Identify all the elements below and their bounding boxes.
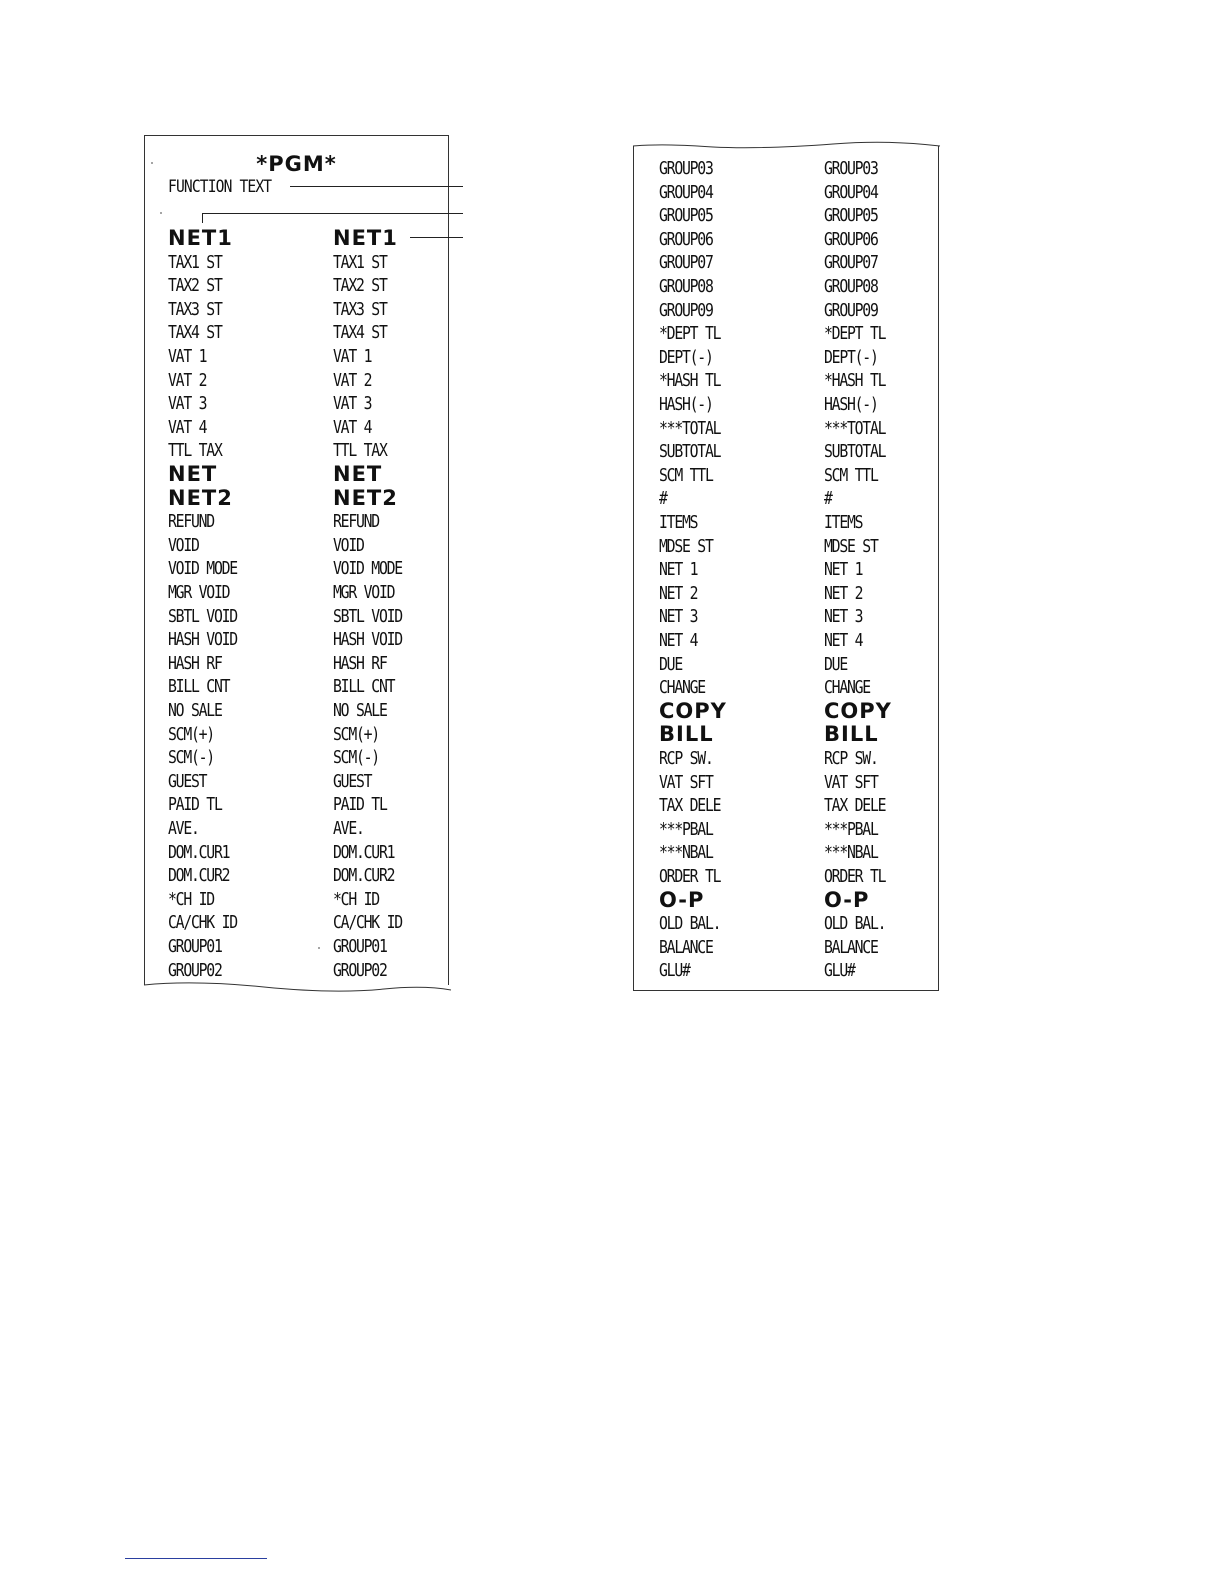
function-name-default: NET 1	[659, 559, 698, 581]
callout-left-column-vertical	[202, 213, 203, 223]
function-name-programmed: O-P	[824, 887, 870, 912]
function-name-programmed: GROUP02	[333, 959, 387, 981]
function-name-programmed: TTL TAX	[333, 440, 387, 462]
function-name-programmed: ***NBAL	[824, 842, 878, 864]
function-name-default: DEPT(-)	[659, 346, 713, 368]
function-name-programmed: SCM(-)	[333, 747, 379, 769]
function-name-default: SCM TTL	[659, 464, 713, 486]
function-name-programmed: NET	[333, 462, 383, 486]
function-name-programmed: GLU#	[824, 960, 855, 982]
function-name-default: GROUP08	[659, 276, 713, 297]
function-name-programmed: SCM TTL	[824, 464, 878, 486]
function-name-programmed: TAX2 ST	[333, 275, 387, 297]
function-name-default: COPY	[659, 698, 727, 723]
function-name-programmed: VAT 4	[333, 416, 372, 438]
function-name-default: NET1	[168, 226, 233, 250]
print-speck	[151, 162, 153, 164]
function-name-default: NET	[168, 462, 218, 486]
function-name-default: ***NBAL	[659, 842, 713, 864]
receipt-title: *PGM*	[256, 152, 337, 176]
function-name-programmed: ***TOTAL	[824, 417, 886, 439]
function-name-programmed: CA/CHK ID	[333, 912, 402, 934]
function-name-programmed: VAT 3	[333, 393, 372, 415]
function-name-programmed: ORDER TL	[824, 866, 886, 887]
function-name-programmed: REFUND	[333, 511, 379, 533]
print-speck	[318, 947, 320, 949]
function-name-default: GROUP05	[659, 205, 713, 227]
function-name-programmed: NET2	[333, 485, 398, 510]
function-name-default: TAX DELE	[659, 795, 721, 817]
function-name-default: AVE.	[168, 818, 199, 839]
function-name-programmed: GROUP07	[824, 252, 878, 274]
function-name-default: #	[659, 488, 667, 510]
function-name-default: ***PBAL	[659, 818, 713, 840]
function-name-default: BALANCE	[659, 936, 713, 958]
function-name-default: *DEPT TL	[659, 323, 721, 345]
print-speck	[160, 212, 162, 214]
function-name-programmed: BILL	[824, 722, 879, 747]
function-name-default: VAT 1	[168, 346, 207, 367]
receipt-right	[633, 146, 939, 991]
function-name-default: VOID	[168, 534, 199, 556]
function-name-default: NET2	[168, 485, 233, 510]
function-name-programmed: GROUP01	[333, 936, 387, 957]
function-name-default: REFUND	[168, 511, 214, 533]
function-name-default: TAX3 ST	[168, 298, 222, 320]
function-name-default: *CH ID	[168, 888, 214, 910]
function-name-default: SBTL VOID	[168, 605, 237, 627]
function-name-default: ITEMS	[659, 512, 698, 533]
function-name-programmed: VOID MODE	[333, 558, 402, 580]
callout-left-column-horizontal	[202, 213, 463, 214]
function-name-programmed: #	[824, 488, 832, 510]
function-name-default: NET 2	[659, 582, 698, 604]
function-name-default: MGR VOID	[168, 582, 230, 603]
function-text-label: FUNCTION TEXT	[168, 177, 272, 197]
function-name-programmed: GROUP06	[824, 228, 878, 250]
function-name-programmed: BALANCE	[824, 936, 878, 958]
function-name-default: GROUP01	[168, 936, 222, 957]
function-name-default: SCM(+)	[168, 723, 214, 745]
callout-function-text	[290, 186, 463, 187]
function-name-programmed: CHANGE	[824, 677, 870, 699]
callout-right-column	[410, 237, 463, 238]
function-name-default: SUBTOTAL	[659, 441, 721, 463]
function-name-programmed: MGR VOID	[333, 582, 395, 603]
function-name-default: NO SALE	[168, 700, 222, 721]
function-name-default: GROUP03	[659, 158, 713, 179]
function-name-default: VAT 2	[168, 369, 207, 391]
function-name-default: *HASH TL	[659, 370, 721, 392]
function-name-default: GROUP09	[659, 299, 713, 321]
function-name-programmed: ITEMS	[824, 512, 863, 533]
function-name-programmed: NET1	[333, 226, 398, 250]
function-name-programmed: PAID TL	[333, 794, 387, 816]
function-name-programmed: SBTL VOID	[333, 605, 402, 627]
function-name-default: O-P	[659, 887, 705, 912]
function-name-programmed: SCM(+)	[333, 723, 379, 745]
function-name-default: HASH(-)	[659, 394, 713, 415]
function-name-programmed: GUEST	[333, 770, 372, 792]
function-name-default: TAX1 ST	[168, 251, 222, 273]
function-name-default: GROUP06	[659, 228, 713, 250]
function-name-programmed: DUE	[824, 653, 847, 675]
function-name-programmed: SUBTOTAL	[824, 441, 886, 463]
function-name-programmed: DOM.CUR1	[333, 841, 395, 863]
function-name-programmed: COPY	[824, 698, 892, 723]
function-name-programmed: VAT SFT	[824, 771, 878, 793]
function-name-programmed: OLD BAL.	[824, 913, 886, 935]
function-name-programmed: HASH VOID	[333, 629, 402, 651]
torn-edge-bottom	[144, 981, 451, 997]
function-name-programmed: *CH ID	[333, 888, 379, 910]
function-name-programmed: VOID	[333, 534, 364, 556]
function-name-programmed: NET 1	[824, 559, 863, 581]
function-name-default: VAT SFT	[659, 771, 713, 793]
function-name-default: NET 3	[659, 606, 698, 628]
function-name-programmed: NET 3	[824, 606, 863, 628]
function-name-programmed: TAX4 ST	[333, 322, 387, 344]
torn-edge-top	[633, 140, 940, 156]
function-name-programmed: RCP SW.	[824, 748, 878, 769]
function-name-programmed: *DEPT TL	[824, 323, 886, 345]
function-name-programmed: VAT 1	[333, 346, 372, 367]
function-name-default: DOM.CUR1	[168, 841, 230, 863]
function-name-default: MDSE ST	[659, 535, 713, 557]
function-name-default: GROUP04	[659, 181, 713, 203]
function-name-default: DUE	[659, 653, 682, 675]
function-name-programmed: TAX DELE	[824, 795, 886, 817]
function-name-programmed: DEPT(-)	[824, 346, 878, 368]
function-name-programmed: GROUP09	[824, 299, 878, 321]
function-name-programmed: HASH RF	[333, 652, 387, 674]
function-name-default: SCM(-)	[168, 747, 214, 769]
function-name-programmed: GROUP08	[824, 276, 878, 297]
function-name-programmed: *HASH TL	[824, 370, 886, 392]
function-name-default: HASH RF	[168, 652, 222, 674]
function-name-programmed: ***PBAL	[824, 818, 878, 840]
function-name-programmed: NET 4	[824, 630, 863, 651]
function-name-default: OLD BAL.	[659, 913, 721, 935]
function-name-default: ***TOTAL	[659, 417, 721, 439]
receipt-left	[144, 135, 449, 985]
function-name-programmed: MDSE ST	[824, 535, 878, 557]
function-name-programmed: VAT 2	[333, 369, 372, 391]
function-name-default: VAT 3	[168, 393, 207, 415]
function-name-programmed: GROUP04	[824, 181, 878, 203]
function-name-default: DOM.CUR2	[168, 865, 230, 887]
function-name-default: TTL TAX	[168, 440, 222, 462]
function-name-programmed: GROUP05	[824, 205, 878, 227]
function-name-programmed: NO SALE	[333, 700, 387, 721]
function-name-programmed: NET 2	[824, 582, 863, 604]
function-name-default: RCP SW.	[659, 748, 713, 769]
function-name-default: VAT 4	[168, 416, 207, 438]
function-name-programmed: BILL CNT	[333, 676, 395, 698]
footnote-rule	[125, 1558, 267, 1559]
function-name-default: BILL	[659, 722, 714, 747]
function-name-default: BILL CNT	[168, 676, 230, 698]
function-name-programmed: HASH(-)	[824, 394, 878, 415]
function-name-default: GLU#	[659, 960, 690, 982]
function-name-default: GROUP07	[659, 252, 713, 274]
function-name-default: TAX2 ST	[168, 275, 222, 297]
function-name-programmed: TAX1 ST	[333, 251, 387, 273]
function-name-default: TAX4 ST	[168, 322, 222, 344]
function-name-programmed: AVE.	[333, 818, 364, 839]
function-name-programmed: GROUP03	[824, 158, 878, 179]
function-name-default: CHANGE	[659, 677, 705, 699]
function-name-default: GUEST	[168, 770, 207, 792]
function-name-default: PAID TL	[168, 794, 222, 816]
function-name-default: HASH VOID	[168, 629, 237, 651]
function-name-default: CA/CHK ID	[168, 912, 237, 934]
function-name-default: GROUP02	[168, 959, 222, 981]
function-name-programmed: DOM.CUR2	[333, 865, 395, 887]
function-name-default: ORDER TL	[659, 866, 721, 887]
function-name-default: NET 4	[659, 630, 698, 651]
function-name-programmed: TAX3 ST	[333, 298, 387, 320]
function-name-default: VOID MODE	[168, 558, 237, 580]
